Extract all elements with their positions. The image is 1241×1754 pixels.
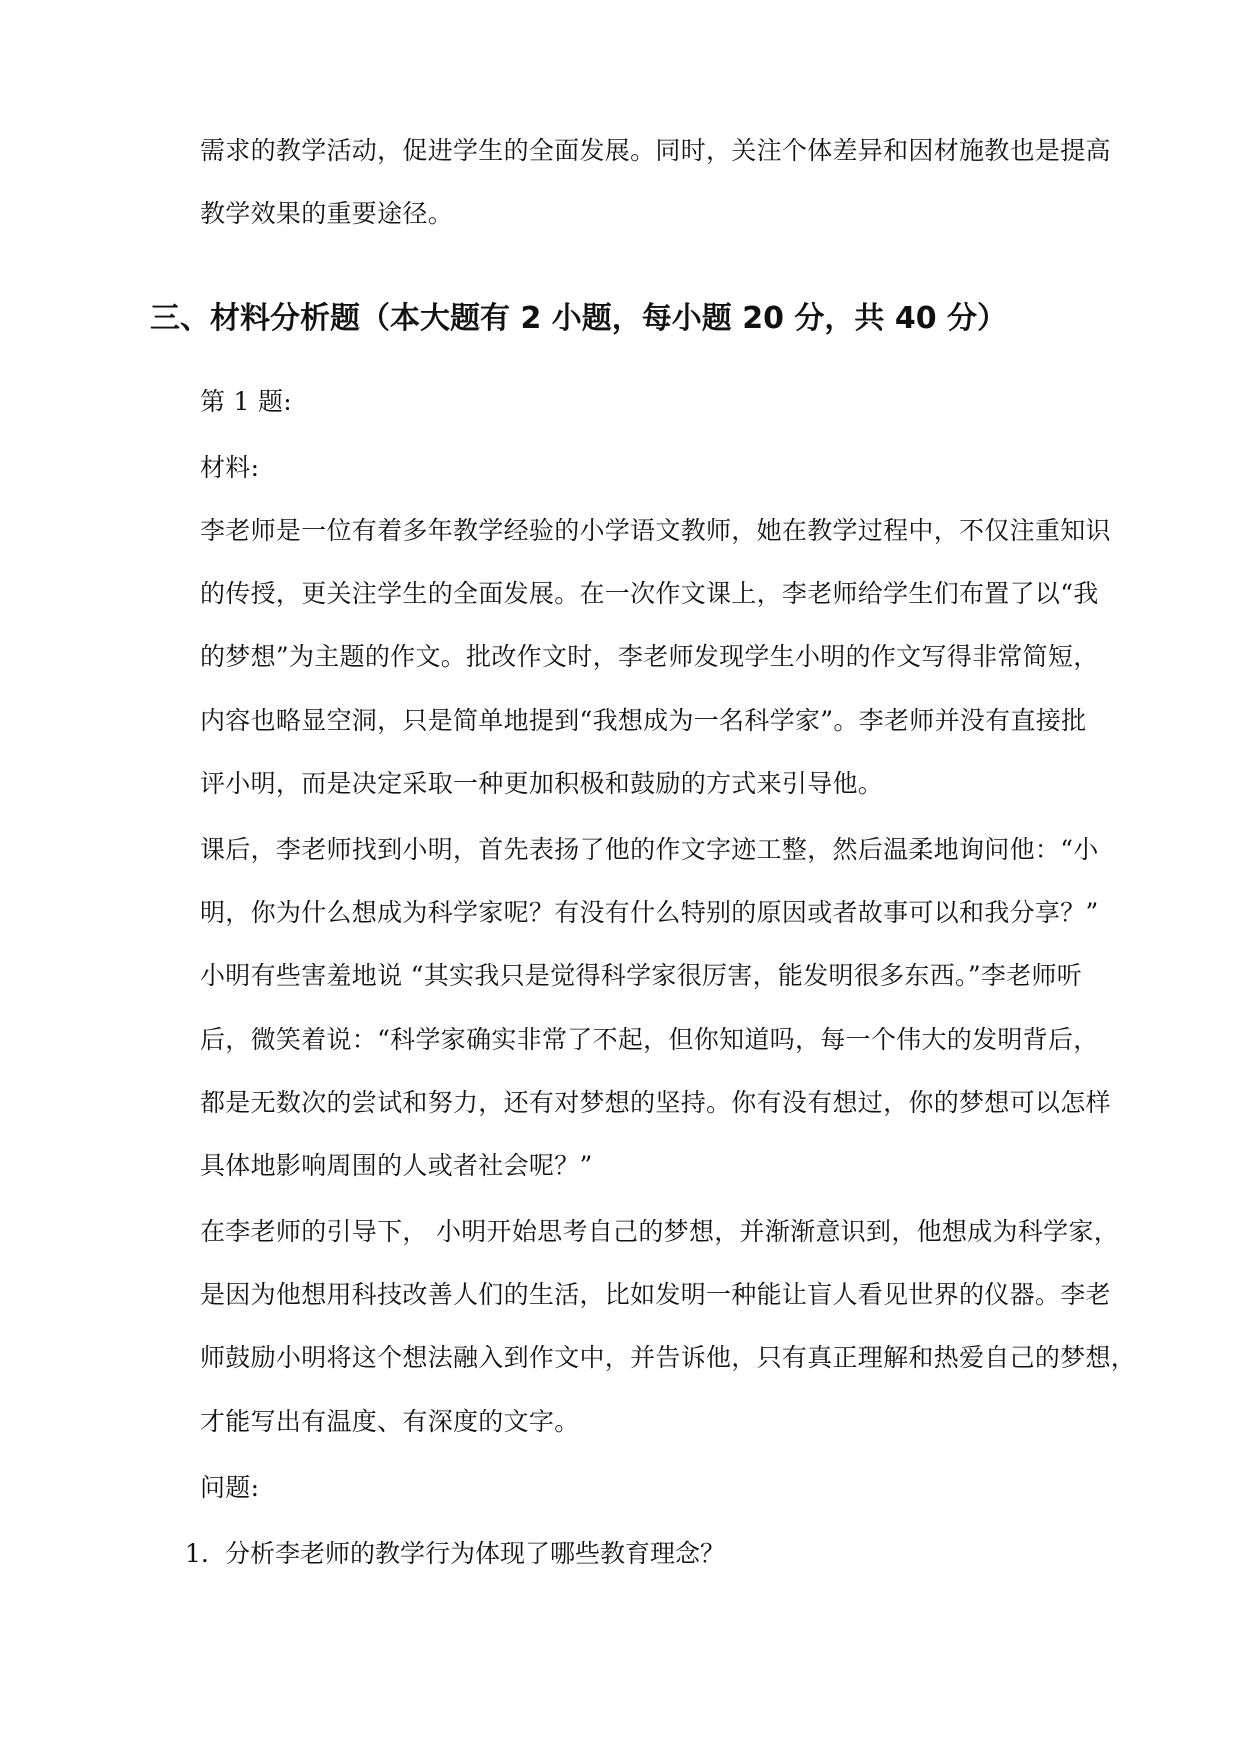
intro-line: 需求的教学活动，促进学生的全面发展。同时，关注个体差异和因材施教也是提高 [200, 136, 1111, 165]
section-heading: 三、材料分析题（本大题有 2 小题，每小题 20 分，共 40 分） [150, 301, 1008, 336]
list-item-number: 1. [185, 1539, 209, 1568]
material-paragraph-line: 明，你为什么想成为科学家呢？有没有什么特别的原因或者故事可以和我分享？” [200, 898, 1099, 927]
question-number-label: 第 1 题: [200, 387, 293, 416]
material-paragraph-line: 是因为他想用科技改善人们的生活，比如发明一种能让盲人看见世界的仪器。李老 [200, 1280, 1111, 1309]
material-paragraph-line: 都是无数次的尝试和努力，还有对梦想的坚持。你有没有想过，你的梦想可以怎样 [200, 1088, 1111, 1117]
list-item-text: 分析李老师的教学行为体现了哪些教育理念？ [225, 1539, 726, 1568]
intro-line: 教学效果的重要途径。 [200, 199, 454, 228]
material-paragraph-line: 评小明，而是决定采取一种更加积极和鼓励的方式来引导他。 [200, 769, 884, 798]
material-paragraph-line: 的传授，更关注学生的全面发展。在一次作文课上，李老师给学生们布置了以“我 [200, 579, 1099, 608]
material-paragraph-line: 具体地影响周围的人或者社会呢？” [200, 1151, 593, 1180]
material-paragraph-line: 才能写出有温度、有深度的文字。 [200, 1407, 580, 1436]
list-item [185, 1537, 1080, 1571]
material-paragraph-line: 课后，李老师找到小明，首先表扬了他的作文字迹工整，然后温柔地询问他：“小 [200, 835, 1099, 864]
material-paragraph-line: 小明有些害羞地说 “其实我只是觉得科学家很厉害，能发明很多东西。”李老师听 [200, 961, 1083, 990]
material-paragraph-line: 的梦想”为主题的作文。批改作文时，李老师发现学生小明的作文写得非常简短， [200, 642, 1099, 671]
material-label: 材料: [200, 453, 260, 482]
material-paragraph-line: 师鼓励小明将这个想法融入到作文中，并告诉他，只有真正理解和热爱自己的梦想， [200, 1343, 1137, 1372]
questions-label: 问题: [200, 1473, 260, 1502]
material-paragraph-line: 在李老师的引导下， 小明开始思考自己的梦想，并渐渐意识到，他想成为科学家， [200, 1217, 1120, 1246]
material-paragraph-line: 后，微笑着说：“科学家确实非常了不起，但你知道吗，每一个伟大的发明背后， [200, 1025, 1099, 1054]
material-paragraph-line: 内容也略显空洞，只是简单地提到“我想成为一名科学家”。李老师并没有直接批 [200, 706, 1087, 735]
material-paragraph-line: 李老师是一位有着多年教学经验的小学语文教师，她在教学过程中，不仅注重知识 [200, 516, 1111, 545]
